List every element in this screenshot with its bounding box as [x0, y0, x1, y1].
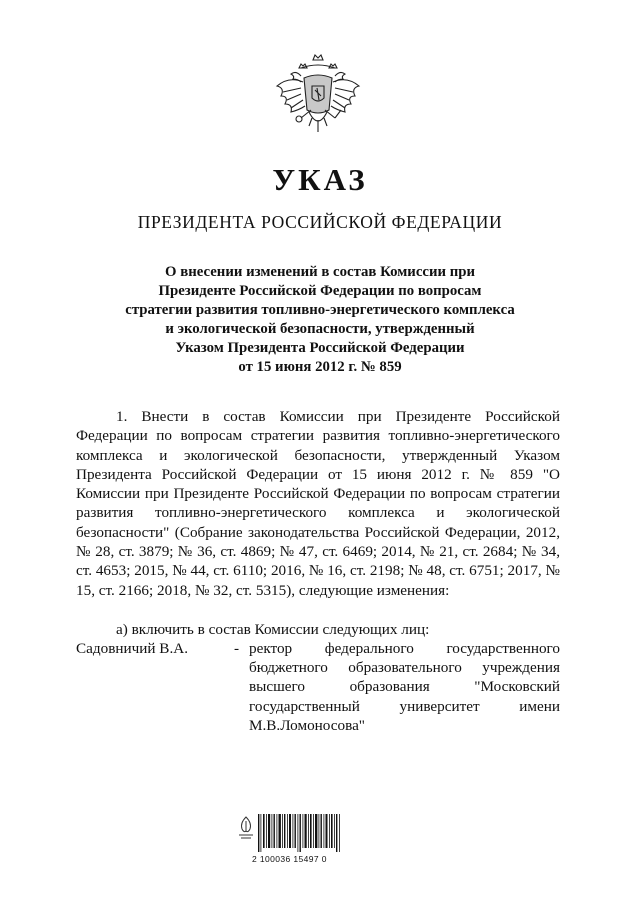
heading-line: от 15 июня 2012 г. № 859	[238, 359, 402, 375]
heading-line: и экологической безопасности, утвержденный	[165, 321, 475, 337]
document-title: УКАЗ	[272, 162, 368, 197]
printing-mark-icon	[236, 815, 256, 841]
heading-line: О внесении изменений в состав Комиссии при	[165, 264, 475, 280]
member-role: ректор федерального государственного бюджетного образовательного учреждения высшего образования "Московский государственный университет имени М.В.Ломоносова"	[249, 640, 560, 734]
decree-heading	[90, 263, 550, 377]
barcode-number: 2 100036 15497 0	[252, 854, 327, 864]
barcode-icon	[258, 814, 342, 852]
paragraph-1: 1. Внести в состав Комиссии при Президенте Российской Федерации по вопросам стратегии развития топливно-энергетического комплекса и экологической безопасности, утвержденный Указом Президента Российской Федерации от 15 июня 2012 г. № 859 "О Комиссии при Президенте Российской Федерации по вопросам стратегии развития топливно-энергетического комплекса и экологической безопасности" (Собрание законодательства Российской Федерации, 2012, № 28, ст. 3879; № 36, ст. 4869; № 47, ст. 6469; 2014, № 21, ст. 2684; № 34, ст. 4653; 2015, № 44, ст. 6110; 2016, № 16, ст. 2198; № 48, ст. 6751; 2017, № 15, ст. 2166; 2018, № 32, ст. 5315), следующие изменения:	[76, 408, 560, 599]
subpoint-a: а) включить в состав Комиссии следующих лиц:	[116, 621, 430, 638]
document-subtitle: ПРЕЗИДЕНТА РОССИЙСКОЙ ФЕДЕРАЦИИ	[137, 212, 503, 232]
heading-line: стратегии развития топливно-энергетического комплекса	[125, 302, 515, 318]
heading-line: Указом Президента Российской Федерации	[175, 340, 465, 356]
coat-of-arms-icon	[271, 52, 365, 148]
member-name: Садовничий В.А.	[76, 640, 189, 657]
member-dash: -	[234, 640, 240, 657]
heading-line: Президенте Российской Федерации по вопросам	[158, 283, 482, 299]
